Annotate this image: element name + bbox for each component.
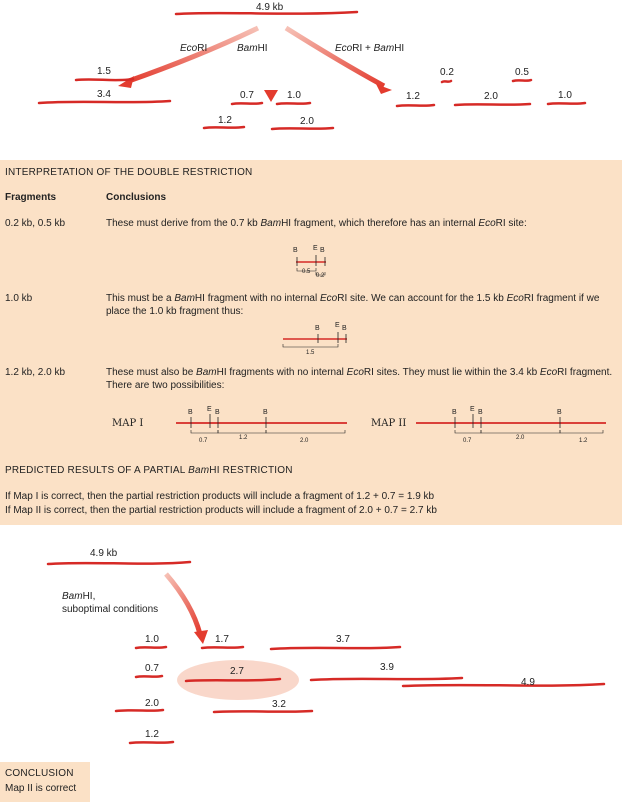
map2-site: B bbox=[452, 409, 457, 416]
map1-dist: 2.0 bbox=[300, 438, 309, 444]
map1-site: B bbox=[188, 409, 193, 416]
map-1-graphic bbox=[176, 414, 347, 433]
mini2-site-b: B bbox=[342, 325, 347, 332]
map2-dist: 2.0 bbox=[516, 435, 525, 441]
arrow-double bbox=[286, 28, 384, 86]
partial-band-label: 3.7 bbox=[336, 634, 350, 645]
row2-fragments: 1.0 kb bbox=[5, 293, 33, 304]
bamhi-band-label: 1.0 bbox=[287, 90, 301, 101]
interpretation-heading: INTERPRETATION OF THE DOUBLE RESTRICTION bbox=[5, 167, 253, 178]
conclusion-text: Map II is correct bbox=[5, 783, 77, 794]
band-bamhi-1.2 bbox=[204, 127, 244, 128]
double-enzyme-label: EcoRI + BamHI bbox=[335, 43, 405, 54]
band-partial-1.2 bbox=[130, 742, 173, 743]
band-partial-1.7 bbox=[202, 647, 243, 648]
partial-band-label: 1.2 bbox=[145, 729, 159, 740]
partial-band-label: 1.0 bbox=[145, 634, 159, 645]
row3-conclusion-line2: There are two possibilities: bbox=[106, 380, 225, 391]
mini1-site-b: B bbox=[320, 247, 325, 254]
mini2-site-e: E bbox=[335, 322, 340, 329]
map1-site: B bbox=[215, 409, 220, 416]
map1-site: B bbox=[263, 409, 268, 416]
conclusion-heading: CONCLUSION bbox=[5, 768, 74, 779]
band-bamhi-2.0 bbox=[272, 128, 333, 129]
conclusions-column-header: Conclusions bbox=[106, 192, 167, 203]
map2-site: B bbox=[478, 409, 483, 416]
band-partial-0.7 bbox=[136, 676, 162, 677]
bamhi-band-label: 1.2 bbox=[218, 115, 232, 126]
map2-site: E bbox=[470, 406, 475, 413]
map2-dist: 0.7 bbox=[463, 438, 472, 444]
map-2-label: MAP II bbox=[371, 418, 407, 429]
band-double-1.0 bbox=[548, 103, 585, 104]
partial-band-label: 1.7 bbox=[215, 634, 229, 645]
ecori-enzyme-label: EcoRI bbox=[180, 43, 208, 54]
map1-site: E bbox=[207, 406, 212, 413]
partial-band-label: 4.9 bbox=[521, 677, 535, 688]
map2-site: B bbox=[557, 409, 562, 416]
arrow-ecori-head bbox=[118, 76, 134, 88]
mini1-site-e: E bbox=[313, 245, 318, 252]
map-2-graphic bbox=[416, 414, 606, 433]
mini1-dist: 0.5 bbox=[302, 269, 311, 275]
double-band-label: 1.0 bbox=[558, 90, 572, 101]
arrow-partial bbox=[166, 574, 200, 634]
band-ecori-3.4 bbox=[39, 101, 170, 103]
band-double-1.2 bbox=[397, 105, 434, 106]
row1-fragments: 0.2 kb, 0.5 kb bbox=[5, 218, 66, 229]
map1-dist: 1.2 bbox=[239, 435, 248, 441]
map2-dist: 1.2 bbox=[579, 438, 588, 444]
mini1-site-b: B bbox=[293, 247, 298, 254]
band-partial-2.7 bbox=[186, 679, 280, 681]
mini2-dist: 1.5 bbox=[306, 350, 315, 356]
bamhi-band-label: 0.7 bbox=[240, 90, 254, 101]
band-double-0.5 bbox=[513, 80, 531, 81]
band-partial-3.9 bbox=[311, 678, 462, 680]
row1-conclusion: These must derive from the 0.7 kb BamHI fragment, which therefore has an internal EcoRI site: bbox=[106, 218, 527, 229]
partial-band-label: 3.9 bbox=[380, 662, 394, 673]
partial-condition-label: suboptimal conditions bbox=[62, 604, 159, 615]
map-1-label: MAP I bbox=[112, 418, 144, 429]
predicted-heading: PREDICTED RESULTS OF A PARTIAL BamHI RESTRICTION bbox=[5, 465, 293, 476]
predicted-map2: If Map II is correct, then the partial restriction products will include a fragment of 2.0 + 0.7 = 2.7 kb bbox=[5, 505, 437, 516]
band-double-2.0 bbox=[455, 104, 530, 105]
partial-band-label: 2.7 bbox=[230, 666, 244, 677]
bamhi-band-label: 2.0 bbox=[300, 116, 314, 127]
band-partial-1.0 bbox=[136, 647, 166, 648]
double-band-label: 1.2 bbox=[406, 91, 420, 102]
partial-band-label: 3.2 bbox=[272, 699, 286, 710]
band-partial-2.0 bbox=[116, 710, 163, 711]
band-partial-4.9 bbox=[403, 684, 604, 686]
row2-conclusion-line2: place the 1.0 kb fragment thus: bbox=[106, 306, 244, 317]
band-partial-3.7 bbox=[271, 647, 400, 649]
arrow-bamhi-head bbox=[264, 90, 278, 102]
ecori-band-label: 3.4 bbox=[97, 89, 111, 100]
arrow-ecori bbox=[126, 28, 258, 82]
predicted-map1: If Map I is correct, then the partial restriction products will include a fragment of 1.2 + 0.7 = 1.9 kb bbox=[5, 491, 435, 502]
partial-enzyme-label: BamHI, bbox=[62, 591, 96, 602]
row3-fragments: 1.2 kb, 2.0 kb bbox=[5, 367, 66, 378]
arrow-partial-head bbox=[194, 630, 208, 644]
fragments-column-header: Fragments bbox=[5, 192, 57, 203]
double-band-label: 0.5 bbox=[515, 67, 529, 78]
row2-conclusion-line1: This must be a BamHI fragment with no internal EcoRI site. We can account for the 1.5 kb EcoRI fragment if we bbox=[106, 293, 600, 304]
double-band-label: 2.0 bbox=[484, 91, 498, 102]
band-bamhi-0.7 bbox=[232, 103, 262, 104]
bamhi-enzyme-label: BamHI bbox=[237, 43, 268, 54]
partial-parent-label: 4.9 kb bbox=[90, 548, 118, 559]
map1-dist: 0.7 bbox=[199, 438, 208, 444]
band-bamhi-1.0 bbox=[277, 103, 310, 104]
mini1-dist: 0.2 bbox=[316, 273, 325, 279]
partial-parent-band bbox=[48, 562, 190, 564]
band-double-0.2 bbox=[442, 81, 451, 82]
band-partial-3.2 bbox=[214, 711, 312, 712]
ecori-band-label: 1.5 bbox=[97, 66, 111, 77]
mini2-site-b: B bbox=[315, 325, 320, 332]
partial-band-label: 0.7 bbox=[145, 663, 159, 674]
partial-band-label: 2.0 bbox=[145, 698, 159, 709]
double-band-label: 0.2 bbox=[440, 67, 454, 78]
row3-conclusion-line1: These must also be BamHI fragments with no internal EcoRI sites. They must lie within the 3.4 kb EcoRI fragment. bbox=[106, 367, 613, 378]
band-ecori-1.5 bbox=[76, 79, 133, 80]
parent-label: 4.9 kb bbox=[256, 2, 284, 13]
